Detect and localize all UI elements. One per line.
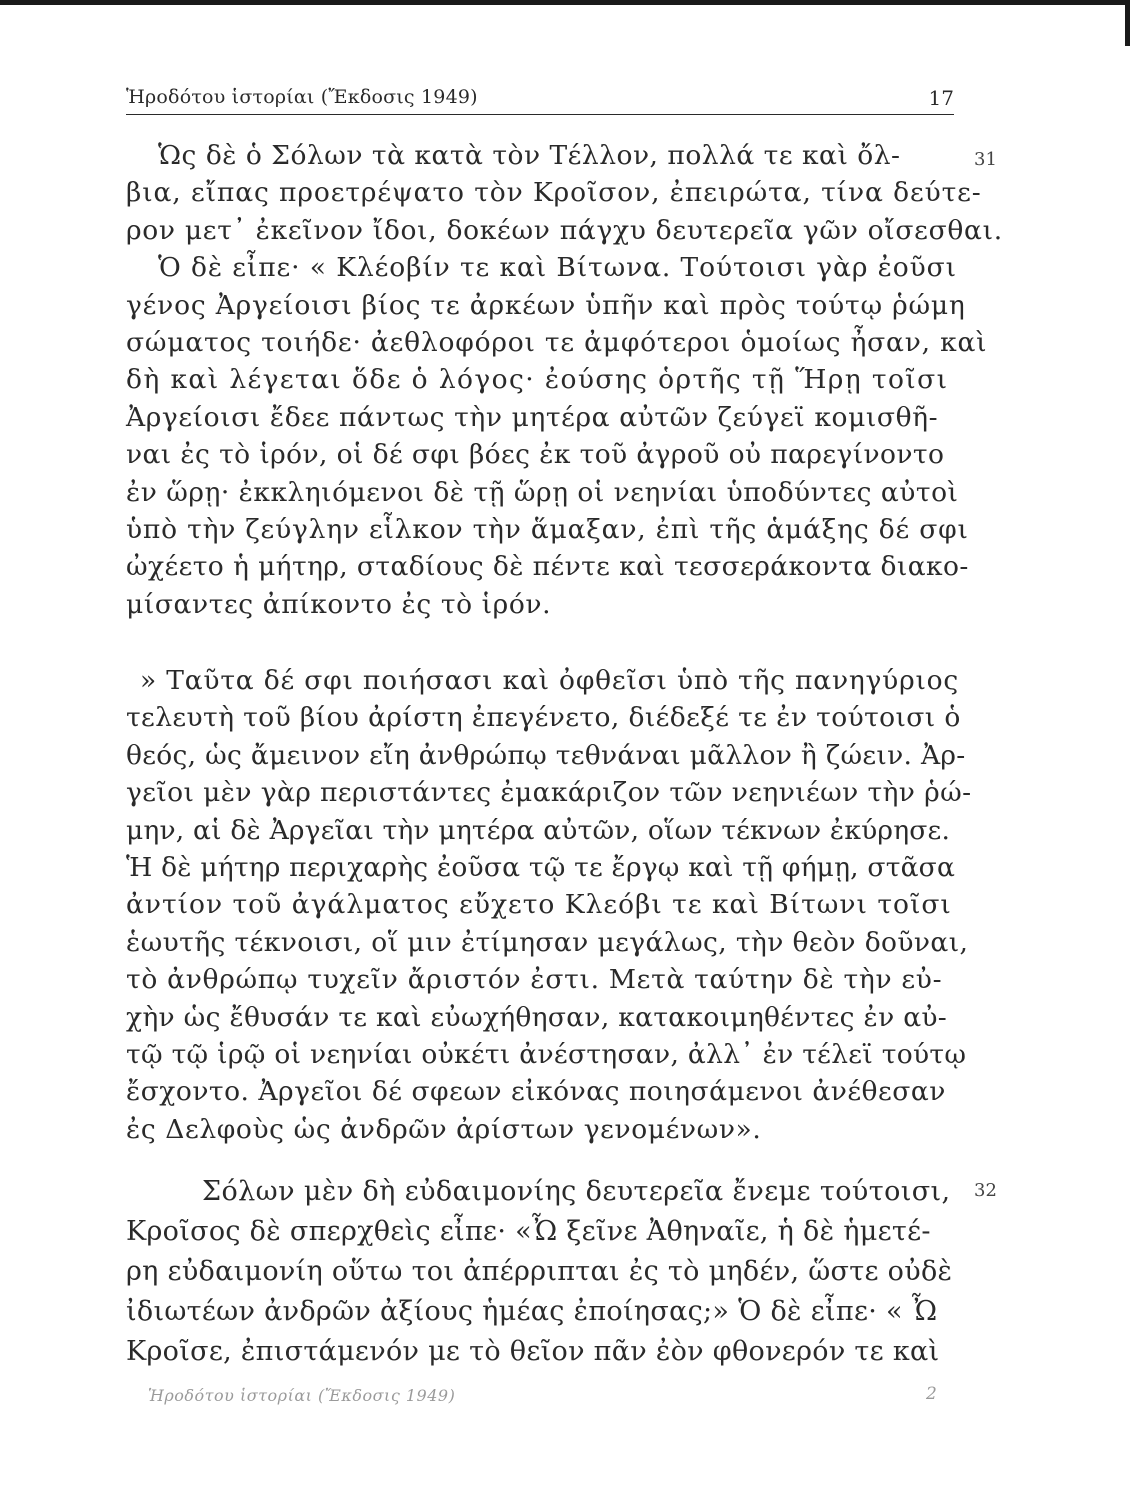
- text-line: ρη εὐδαιμονίη οὕτω τοι ἀπέρριπται ἐς τὸ μηδέν, ὥστε οὐδὲ: [126, 1256, 953, 1287]
- text-line: ἔσχοντο. Ἀργεῖοι δέ σφεων εἰκόνας ποιησάμενοι ἀνέθεσαν: [126, 1076, 946, 1108]
- text-line: τὸ ἀνθρώπῳ τυχεῖν ἄριστόν ἐστι. Μετὰ ταύτην δὲ τὴν εὐ-: [126, 964, 943, 996]
- paragraph-2: [126, 662, 972, 1148]
- text-line: ὠχέετο ἡ μήτηρ, σταδίους δὲ πέντε καὶ τεσσεράκοντα διακο-: [126, 551, 969, 583]
- text-line: ἐν ὥρῃ· ἐκκληιόμενοι δὲ τῇ ὥρῃ οἱ νεηνίαι ὑποδύντες αὐτοὶ: [126, 476, 959, 508]
- text-line: τῷ τῷ ἱρῷ οἱ νεηνίαι οὐκέτι ἀνέστησαν, ἀλλ᾽ ἐν τέλεϊ τούτῳ: [126, 1038, 967, 1070]
- text-line: ρον μετ᾽ ἐκεῖνον ἴδοι, δοκέων πάγχυ δευτερεῖα γῶν οἴσεσθαι.: [126, 214, 1003, 246]
- text-line: ἀντίον τοῦ ἀγάλματος εὔχετο Κλεόβι τε καὶ Βίτωνι τοῖσι: [126, 889, 952, 921]
- text-line: Ἡ δὲ μήτηρ περιχαρὴς ἐοῦσα τῷ τε ἔργῳ καὶ τῇ φήμῃ, στᾶσα: [126, 851, 956, 883]
- footer-number: 2: [926, 1384, 937, 1404]
- text-line: Σόλων μὲν δὴ εὐδαιμονίης δευτερεῖα ἔνεμε τούτοισι,: [202, 1176, 951, 1207]
- text-line: Κροῖσε, ἐπιστάμενόν με τὸ θεῖον πᾶν ἐὸν φθονερόν τε καὶ: [126, 1336, 940, 1367]
- scan-corner-edge: [1125, 0, 1130, 46]
- text-line: ἑωυτῆς τέκνοισι, οἵ μιν ἐτίμησαν μεγάλως, τὴν θεὸν δοῦναι,: [126, 926, 969, 958]
- text-line: θεός, ὡς ἄμεινον εἴη ἀνθρώπῳ τεθνάναι μᾶλλον ἢ ζώειν. Ἀρ-: [126, 739, 966, 771]
- text-line: » Ταῦτα δέ σφι ποιήσασι καὶ ὀφθεῖσι ὑπὸ τῆς πανηγύριος: [140, 665, 960, 696]
- text-line: Ὡς δὲ ὁ Σόλων τὰ κατὰ τὸν Τέλλον, πολλά τε καὶ ὄλ-: [158, 140, 901, 171]
- text-line: Ὁ δὲ εἶπε· « Κλέοβίν τε καὶ Βίτωνα. Τούτοισι γὰρ ἐοῦσι: [158, 252, 957, 284]
- scan-top-edge: [0, 0, 1130, 5]
- margin-chapter-number: 32: [974, 1180, 997, 1201]
- text-line: τελευτὴ τοῦ βίου ἀρίστη ἐπεγένετο, διέδεξέ τε ἐν τούτοισι ὁ: [126, 702, 961, 734]
- text-line: μίσαντες ἀπίκοντο ἐς τὸ ἱρόν.: [126, 588, 552, 620]
- text-line: μην, αἱ δὲ Ἀργεῖαι τὴν μητέρα αὐτῶν, οἵων τέκνων ἐκύρησε.: [126, 814, 951, 846]
- text-line: χὴν ὡς ἔθυσάν τε καὶ εὐωχήθησαν, κατακοιμηθέντες ἐν αὐ-: [126, 1001, 948, 1033]
- running-header: [126, 84, 954, 115]
- text-line: βια, εἴπας προετρέψατο τὸν Κροῖσον, ἐπειρώτα, τίνα δεύτε-: [126, 177, 982, 209]
- text-line: ὑπὸ τὴν ζεύγλην εἷλκον τὴν ἅμαξαν, ἐπὶ τῆς ἁμάξης δέ σφι: [126, 513, 969, 545]
- paragraph-3: [126, 1172, 962, 1372]
- text-line: δὴ καὶ λέγεται ὅδε ὁ λόγος· ἐούσης ὁρτῆς τῇ Ἥρῃ τοῖσι: [126, 364, 949, 396]
- text-line: Κροῖσος δὲ σπερχθεὶς εἶπε· «Ὦ ξεῖνε Ἀθηναῖε, ἡ δὲ ἡμετέ-: [126, 1216, 931, 1247]
- text-line: Ἀργείοισι ἔδεε πάντως τὴν μητέρα αὐτῶν ζεύγεϊ κομισθῆ-: [126, 401, 939, 433]
- text-line: γένος Ἀργείοισι βίος τε ἀρκέων ὑπῆν καὶ πρὸς τούτῳ ῥώμη: [126, 289, 966, 321]
- page-number: 17: [928, 86, 954, 110]
- text-line: ἰδιωτέων ἀνδρῶν ἀξίους ἡμέας ἐποίησας;» Ὁ δὲ εἶπε· « Ὦ: [126, 1296, 938, 1327]
- text-line: γεῖοι μὲν γὰρ περιστάντες ἐμακάριζον τῶν νεηνιέων τὴν ῥώ-: [126, 777, 972, 809]
- text-line: ἐς Δελφοὺς ὡς ἀνδρῶν ἀρίστων γενομένων».: [126, 1113, 762, 1145]
- text-line: σώματος τοιήδε· ἀεθλοφόροι τε ἀμφότεροι ὁμοίως ἦσαν, καὶ: [126, 326, 988, 358]
- header-title: Ἡροδότου ἱστορίαι (Ἔκδοσις 1949): [126, 86, 478, 108]
- text-line: ναι ἐς τὸ ἱρόν, οἱ δέ σφι βόες ἐκ τοῦ ἀγροῦ οὐ παρεγίνοντο: [126, 439, 945, 471]
- margin-chapter-number: 31: [974, 149, 997, 170]
- footer-signature: Ἡροδότου ἱστορίαι (Ἔκδοσις 1949): [148, 1386, 456, 1405]
